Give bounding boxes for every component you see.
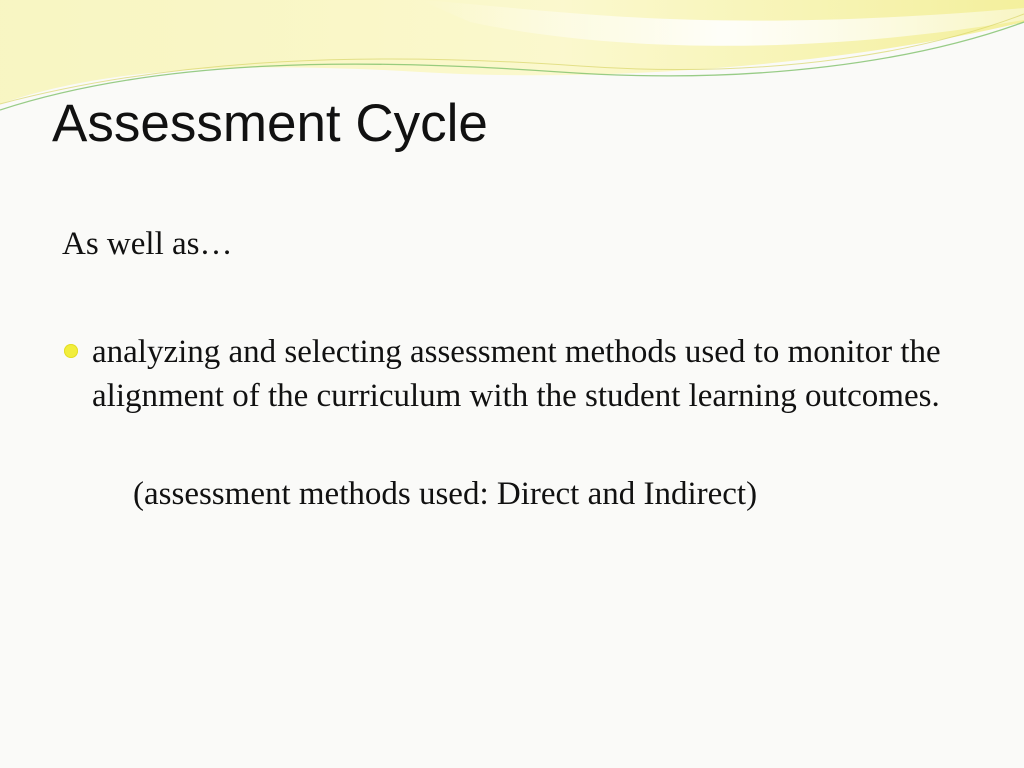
bullet-text: analyzing and selecting assessment methods used to monitor the alignment of the curriculum with the student learning outcomes. <box>92 334 941 414</box>
slide-title: Assessment Cycle <box>52 94 488 153</box>
intro-text: As well as… <box>62 226 233 262</box>
bullet-dot-icon <box>64 344 78 358</box>
methods-note: (assessment methods used: Direct and Indirect) <box>133 476 758 512</box>
